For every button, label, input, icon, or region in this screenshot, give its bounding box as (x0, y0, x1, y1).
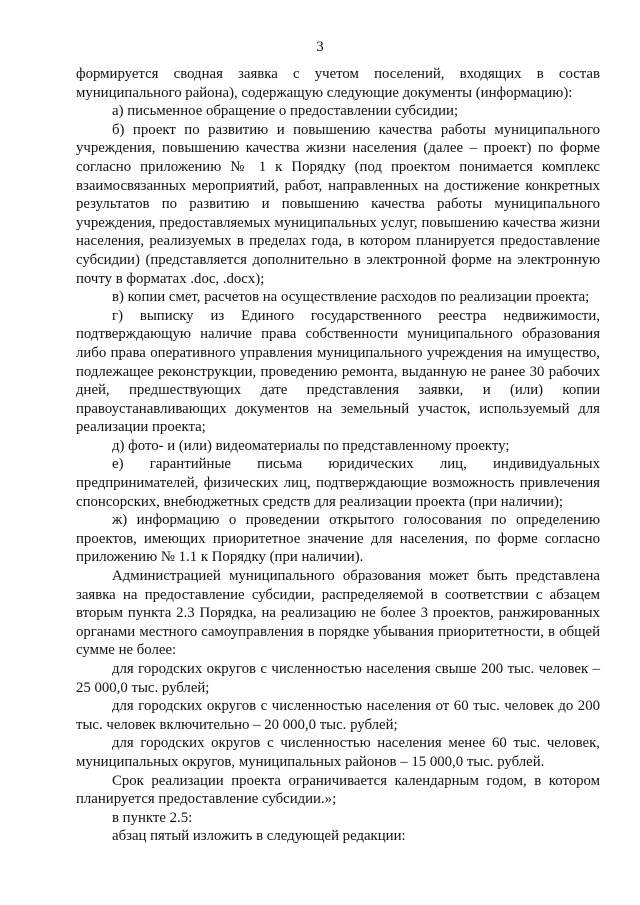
paragraph: д) фото- и (или) видеоматериалы по представленному проекту; (112, 437, 510, 454)
paragraph: г) выписку из Единого государственного реестра недвижимости, подтверждающую наличие права собственности муниципального образования либо права оперативного управления муниципального учреждения на имущество, подлежащее реконструкции, проведению ремонта, выданную не ранее 30 рабочих дней, предшествующих дате представления заявки, и (или) копии правоустанавливающих документов на земельный участок, используемый для реализации проекта; (76, 307, 600, 436)
paragraph: формируется сводная заявка с учетом поселений, входящих в состав муниципального района), содержащую следующие документы (информацию): (76, 66, 600, 101)
paragraph: в пункте 2.5: (112, 809, 193, 826)
paragraph: а) письменное обращение о предоставлении субсидии; (112, 103, 459, 120)
paragraph: е) гарантийные письма юридических лиц, индивидуальных предпринимателей, физических лиц, подтверждающие возможность привлечения спонсорских, внебюджетных средств для реализации проекта (при наличии); (76, 456, 600, 510)
page-number: 3 (316, 39, 324, 55)
paragraph: ж) информацию о проведении открытого голосования по определению проектов, имеющих приоритетное значение для населения, по форме согласно приложению № 1.1 к Порядку (при наличии). (76, 512, 600, 566)
paragraph: для городских округов с численностью населения менее 60 тыс. человек, муниципальных округов, муниципальных районов – 15 000,0 тыс. рублей. (76, 735, 600, 770)
paragraph: Срок реализации проекта ограничивается календарным годом, в котором планируется предоставление субсидии.»; (76, 772, 600, 808)
paragraph: Администрацией муниципального образования может быть представлена заявка на предоставление субсидии, распределяемой в соответствии с абзацем вторым пункта 2.3 Порядка, на реализацию не более 3 проектов, ранжированных органами местного самоуправления в порядке убывания приоритетности, в общей сумме не более: (76, 568, 600, 659)
paragraph: б) проект по развитию и повышению качества работы муниципального учреждения, повышению качества жизни населения (далее – проект) по форме согласно приложению № 1 к Порядку (под проектом понимается комплекс взаимосвязанных мероприятий, работ, направленных на достижение конкретных результатов по развитию и повышению качества работы муниципального учреждения, предоставляемых муниципальных услуг, повышению качества жизни населения, реализуемых в пределах года, в котором планируется предоставление субсидии) (представляется дополнительно в электронной форме на электронную почту в форматах .doc, .docx); (76, 121, 600, 287)
paragraph: абзац пятый изложить в следующей редакции: (112, 828, 406, 845)
paragraph: для городских округов с численностью населения свыше 200 тыс. человек – 25 000,0 тыс. рублей; (76, 661, 600, 696)
document-body (76, 65, 600, 846)
paragraph: для городских округов с численностью населения от 60 тыс. человек до 200 тыс. человек включительно – 20 000,0 тыс. рублей; (76, 698, 600, 733)
paragraph: в) копии смет, расчетов на осуществление расходов по реализации проекта; (112, 289, 590, 306)
